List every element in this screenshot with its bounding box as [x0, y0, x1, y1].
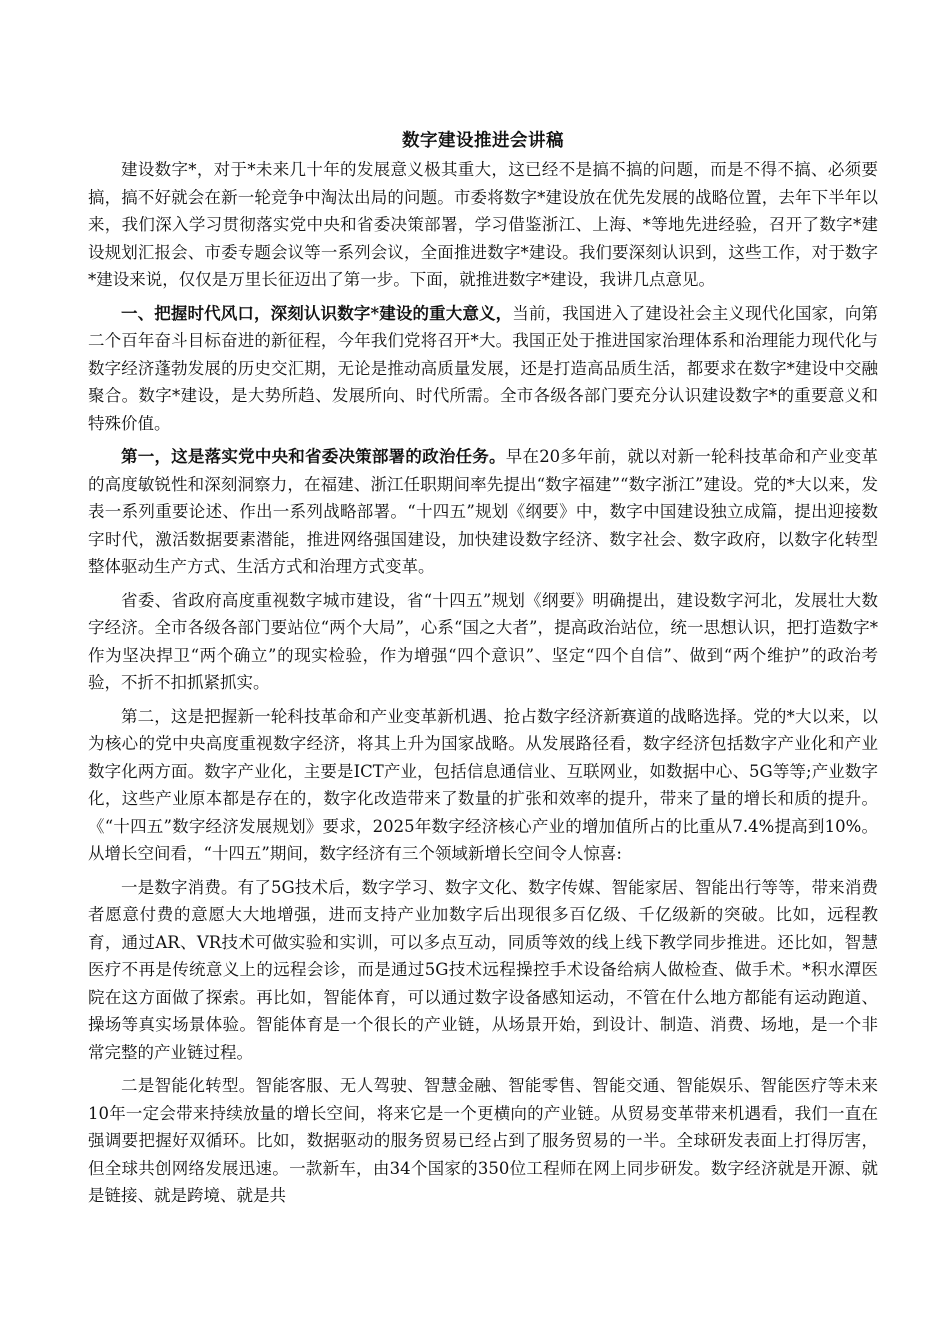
paragraph-point-two: [88, 703, 878, 868]
paragraph-intelligent-transformation: [88, 1072, 878, 1210]
document-page: [88, 126, 878, 1326]
paragraph-digital-consumption: [88, 874, 878, 1067]
paragraph-intro: [88, 156, 878, 294]
paragraph-section-one: [88, 300, 878, 438]
paragraph-text: 建设数字*，对于*未来几十年的发展意义极其重大，这已经不是搞不搞的问题，而是不得不搞、必须要搞，搞不好就会在新一轮竞争中淘汰出局的问题。市委将数字*建设放在优先发展的战略位置，去年下半年以来，我们深入学习贯彻落实党中央和省委决策部署，学习借鉴浙江、上海、*等地先进经验，召开了数字*建设规划汇报会、市委专题会议等一系列会议，全面推进数字*建设。我们要深刻认识到，这些工作，对于数字*建设来说，仅仅是万里长征迈出了第一步。下面，就推进数字*建设，我讲几点意见。: [88, 160, 878, 289]
paragraph-text: 早在20多年前，就以对新一轮科技革命和产业变革的高度敏锐性和深刻洞察力，在福建、浙江任职期间率先提出“数字福建”“数字浙江”建设。党的*大以来，发表一系列重要论述、作出一系列战略部署。“十四五”规划《纲要》中，数字中国建设独立成篇，提出迎接数字时代，激活数据要素潜能，推进网络强国建设，加快建设数字经济、数字社会、数字政府，以数字化转型整体驱动生产方式、生活方式和治理方式变革。: [88, 447, 878, 576]
section-heading: 一、把握时代风口，深刻认识数字*建设的重大意义，: [121, 303, 513, 323]
paragraph-text: 一是数字消费。有了5G技术后，数字学习、数字文化、数字传媒、智能家居、智能出行等等，带来消费者愿意付费的意愿大大地增强，进而支持产业加数字后出现很多百亿级、千亿级新的突破。比如，远程教育，通过AR、VR技术可做实验和实训，可以多点互动，同质等效的线上线下教学同步推进。还比如，智慧医疗不再是传统意义上的远程会诊，而是通过5G技术远程操控手术设备给病人做检查、做手术。*积水潭医院在这方面做了探索。再比如，智能体育，可以通过数字设备感知运动，不管在什么地方都能有运动跑道、操场等真实场景体验。智能体育是一个很长的产业链，从场景开始，到设计、制造、消费、场地，是一个非常完整的产业链过程。: [88, 877, 878, 1062]
point-heading: 第一，这是落实党中央和省委决策部署的政治任务。: [121, 447, 506, 466]
paragraph-point-one: [88, 443, 878, 581]
paragraph-province: [88, 587, 878, 697]
paragraph-text: 第二，这是把握新一轮科技革命和产业变革新机遇、抢占数字经济新赛道的战略选择。党的*大以来，以为核心的党中央高度重视数字经济，将其上升为国家战略。从发展路径看，数字经济包括数字产业化和产业数字化两方面。数字产业化，主要是ICT产业，包括信息通信业、互联网业，如数据中心、5G等等;产业数字化，这些产业原本都是存在的，数字化改造带来了数量的扩张和效率的提升，带来了量的增长和质的提升。《“十四五”数字经济发展规划》要求，2025年数字经济核心产业的增加值所占的比重从7.4%提高到10%。从增长空间看，“十四五”期间，数字经济有三个领域新增长空间令人惊喜:: [88, 706, 878, 863]
paragraph-text: 二是智能化转型。智能客服、无人驾驶、智慧金融、智能零售、智能交通、智能娱乐、智能医疗等未来10年一定会带来持续放量的增长空间，将来它是一个更横向的产业链。从贸易变革带来机遇看，我们一直在强调要把握好双循环。比如，数据驱动的服务贸易已经占到了服务贸易的一半。全球研发表面上打得厉害，但全球共创网络发展迅速。一款新车，由34个国家的350位工程师在网上同步研发。数字经济就是开源、就是链接、就是跨境、就是共: [88, 1076, 878, 1205]
paragraph-text: 当前，我国进入了建设社会主义现代化国家，向第二个百年奋斗目标奋进的新征程，今年我们党将召开*大。我国正处于推进国家治理体系和治理能力现代化与数字经济蓬勃发展的历史交汇期，无论是推动高质量发展，还是打造高品质生活，都要求在数字*建设中交融聚合。数字*建设，是大势所趋、发展所向、时代所需。全市各级各部门要充分认识建设数字*的重要意义和特殊价值。: [88, 303, 878, 433]
paragraph-text: 省委、省政府高度重视数字城市建设，省“十四五”规划《纲要》明确提出，建设数字河北，发展壮大数字经济。全市各级各部门要站位“两个大局”，心系“国之大者”，提高政治站位，统一思想认识，把打造数字*作为坚决捍卫“两个确立”的现实检验，作为增强“四个意识”、坚定“四个自信”、做到“两个维护”的政治考验，不折不扣抓紧抓实。: [88, 590, 878, 692]
document-title: 数字建设推进会讲稿: [402, 131, 564, 151]
